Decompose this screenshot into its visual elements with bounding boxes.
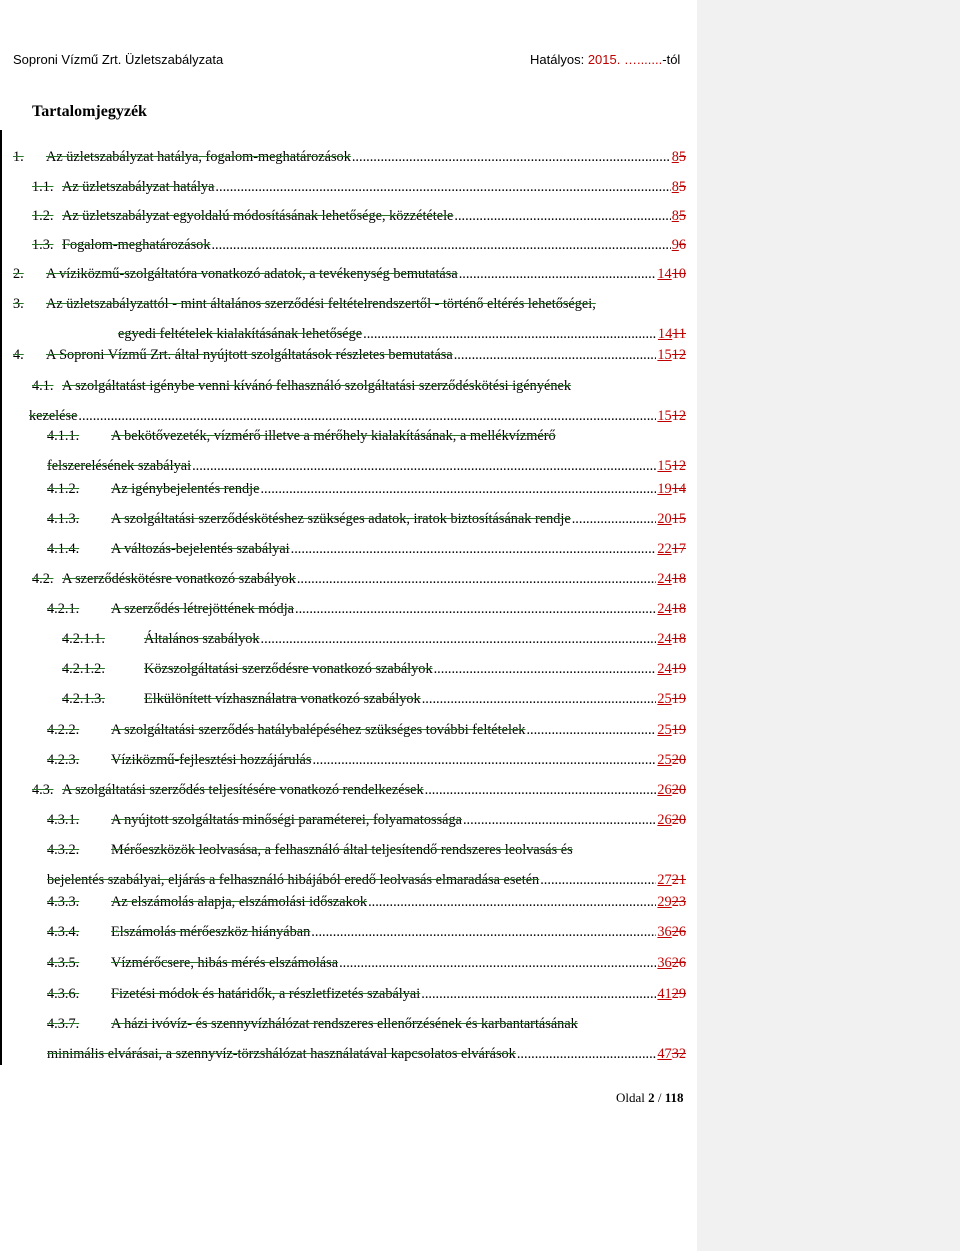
toc-dot-leader bbox=[422, 689, 657, 709]
toc-entry-number: 4.1.4. bbox=[47, 541, 80, 557]
toc-dot-leader bbox=[339, 953, 656, 973]
toc-entry-text: Az üzletszabályzat hatálya bbox=[62, 179, 215, 195]
toc-entry-text: A nyújtott szolgáltatás minőségi paraméterei, folyamatossága bbox=[111, 812, 462, 828]
toc-page-new: 15 bbox=[657, 408, 672, 424]
toc-entry[interactable] bbox=[47, 984, 686, 1004]
toc-dot-leader bbox=[459, 264, 657, 284]
toc-dot-leader bbox=[192, 456, 656, 476]
toc-page-old: 19 bbox=[671, 722, 686, 738]
toc-entry-text: Az üzletszabályzattól - mint általános szerződési feltételrendszertől - történő eltérés lehetőségei, bbox=[46, 296, 596, 312]
toc-page-new: 25 bbox=[657, 752, 672, 768]
toc-page-old: 18 bbox=[671, 631, 686, 647]
toc-entry[interactable] bbox=[47, 479, 686, 499]
toc-entry-number: 4.1.1. bbox=[47, 428, 80, 444]
toc-dot-leader bbox=[463, 810, 656, 830]
toc-page-number bbox=[657, 922, 686, 942]
toc-page-number bbox=[672, 206, 686, 226]
toc-entry[interactable] bbox=[32, 780, 686, 800]
toc-page-new: 15 bbox=[657, 347, 672, 363]
toc-page-number bbox=[657, 689, 686, 709]
effective-date-highlight: 2015. …....... bbox=[587, 52, 663, 67]
page-footer bbox=[616, 1090, 684, 1106]
change-bar bbox=[0, 130, 2, 1065]
toc-entry-text: Általános szabályok bbox=[144, 631, 260, 647]
toc-entry[interactable] bbox=[47, 720, 686, 740]
toc-entry-number: 4.3.7. bbox=[47, 1016, 80, 1032]
toc-page-old: 20 bbox=[671, 752, 686, 768]
toc-entry-text: A szerződés létrejöttének módja bbox=[111, 601, 295, 617]
toc-entry-number: 1.2. bbox=[32, 208, 54, 224]
toc-dot-leader bbox=[572, 509, 657, 529]
toc-entry[interactable] bbox=[32, 569, 686, 589]
toc-entry[interactable] bbox=[13, 294, 686, 344]
toc-page-old: 18 bbox=[671, 601, 686, 617]
toc-entry[interactable] bbox=[13, 345, 686, 365]
toc-page-number bbox=[657, 345, 686, 365]
footer-current-page: 2 bbox=[648, 1090, 655, 1105]
toc-entry-text: A szolgáltatási szerződés teljesítésére vonatkozó rendelkezések bbox=[62, 782, 424, 798]
footer-prefix: Oldal bbox=[616, 1090, 649, 1105]
toc-page-old: 18 bbox=[671, 571, 686, 587]
toc-page-new: 14 bbox=[657, 266, 672, 282]
toc-dot-leader bbox=[261, 629, 657, 649]
toc-page-old: 12 bbox=[671, 347, 686, 363]
toc-entry-text: Mérőeszközök leolvasása, a felhasználó által teljesítendő rendszeres leolvasás és bbox=[111, 842, 573, 858]
toc-entry-text: Víziközmű-fejlesztési hozzájárulás bbox=[111, 752, 312, 768]
toc-page-old: 26 bbox=[671, 924, 686, 940]
toc-page-number bbox=[672, 235, 686, 255]
toc-entry[interactable] bbox=[13, 147, 686, 167]
toc-page-number bbox=[657, 569, 686, 589]
toc-page-number bbox=[657, 479, 686, 499]
toc-entry-text: A szolgáltatási szerződéskötéshez szükséges adatok, iratok biztosításának rendje bbox=[111, 511, 571, 527]
toc-entry-number: 4.1. bbox=[32, 378, 54, 394]
toc-dot-leader bbox=[425, 780, 657, 800]
toc-dot-leader bbox=[78, 406, 656, 426]
toc-page-number bbox=[657, 264, 686, 284]
toc-entry-text: A bekötővezeték, vízmérő illetve a mérőhely kialakításának, a mellékvízmérő bbox=[111, 428, 556, 444]
toc-page-new: 8 bbox=[671, 208, 679, 224]
toc-entry-text-continued: minimális elvárásai, a szennyvíz-törzshálózat használatával kapcsolatos elvárások bbox=[47, 1046, 516, 1062]
toc-entry-text: Elszámolás mérőeszköz hiányában bbox=[111, 924, 311, 940]
toc-entry-text: Fogalom-meghatározások bbox=[62, 237, 211, 253]
toc-page-new: 29 bbox=[657, 894, 672, 910]
toc-page-old: 20 bbox=[671, 812, 686, 828]
toc-dot-leader bbox=[311, 922, 656, 942]
toc-entry[interactable] bbox=[47, 1014, 686, 1064]
toc-page-number bbox=[657, 892, 686, 912]
toc-title: Tartalomjegyzék bbox=[32, 103, 147, 120]
toc-entry[interactable] bbox=[62, 629, 686, 649]
toc-page-number bbox=[657, 750, 686, 770]
toc-entry-text: A változás-bejelentés szabályai bbox=[111, 541, 290, 557]
toc-page-number bbox=[657, 539, 686, 559]
toc-entry-number: 4.3.5. bbox=[47, 955, 80, 971]
toc-page-new: 15 bbox=[657, 458, 672, 474]
toc-entry-text-continued: egyedi feltételek kialakításának lehetősége bbox=[118, 326, 363, 342]
toc-entry-text-continued: felszerelésének szabályai bbox=[47, 458, 192, 474]
toc-entry-number: 2. bbox=[13, 266, 24, 282]
toc-page-new: 47 bbox=[657, 1046, 672, 1062]
toc-entry-number: 1. bbox=[13, 149, 24, 165]
toc-page-number bbox=[657, 810, 686, 830]
toc-dot-leader bbox=[540, 870, 656, 890]
toc-page-old: 29 bbox=[671, 986, 686, 1002]
toc-page-number bbox=[657, 870, 686, 890]
toc-page-new: 20 bbox=[657, 511, 672, 527]
toc-entry[interactable] bbox=[47, 509, 686, 529]
toc-page-number bbox=[672, 147, 686, 167]
toc-page-old: 5 bbox=[678, 208, 686, 224]
toc-entry-text: Fizetési módok és határidők, a részletfizetés szabályai bbox=[111, 986, 421, 1002]
toc-entry-number: 4. bbox=[13, 347, 24, 363]
toc-entry-text: Az üzletszabályzat egyoldalú módosításának lehetősége, közzététele bbox=[62, 208, 454, 224]
toc-page-new: 24 bbox=[657, 631, 672, 647]
toc-page-number bbox=[657, 659, 686, 679]
toc-entry-number: 4.2. bbox=[32, 571, 54, 587]
toc-page-number bbox=[657, 629, 686, 649]
toc-page-number bbox=[657, 953, 686, 973]
toc-entry-text: A szolgáltatást igénybe venni kívánó felhasználó szolgáltatási szerződéskötési igényének bbox=[62, 378, 571, 394]
toc-entry-number: 4.2.1. bbox=[47, 601, 80, 617]
toc-page-old: 6 bbox=[678, 237, 686, 253]
toc-page-old: 5 bbox=[678, 179, 686, 195]
effective-suffix: -tól bbox=[662, 52, 681, 67]
toc-entry[interactable] bbox=[47, 892, 686, 912]
toc-dot-leader bbox=[291, 539, 657, 559]
toc-page-old: 23 bbox=[671, 894, 686, 910]
toc-entry-number: 4.3. bbox=[32, 782, 54, 798]
toc-page-number bbox=[658, 324, 686, 344]
toc-page-old: 11 bbox=[672, 326, 686, 342]
toc-entry[interactable] bbox=[32, 206, 686, 226]
toc-entry[interactable] bbox=[29, 376, 686, 426]
toc-entry-number: 4.3.2. bbox=[47, 842, 80, 858]
toc-entry-text-continued: bejelentés szabályai, eljárás a felhasználó hibájából eredő leolvasás elmaradása esetén bbox=[47, 872, 540, 888]
toc-entry-number: 4.2.1.1. bbox=[62, 631, 105, 647]
toc-page-new: 26 bbox=[657, 812, 672, 828]
toc-entry[interactable] bbox=[47, 539, 686, 559]
toc-entry-number: 4.2.3. bbox=[47, 752, 80, 768]
toc-entry[interactable] bbox=[13, 264, 686, 284]
toc-dot-leader bbox=[352, 147, 671, 167]
header-effective-date bbox=[530, 52, 680, 67]
toc-page-new: 36 bbox=[657, 924, 672, 940]
toc-page-old: 21 bbox=[671, 872, 686, 888]
toc-dot-leader bbox=[211, 235, 670, 255]
toc-entry-number: 4.3.6. bbox=[47, 986, 80, 1002]
toc-page-old: 17 bbox=[671, 541, 686, 557]
toc-page-number bbox=[657, 456, 686, 476]
toc-page-new: 26 bbox=[657, 782, 672, 798]
toc-page-new: 19 bbox=[657, 481, 672, 497]
footer-sep: / bbox=[654, 1090, 665, 1105]
toc-page-new: 25 bbox=[657, 722, 672, 738]
toc-dot-leader bbox=[434, 659, 657, 679]
toc-page-number bbox=[657, 406, 686, 426]
toc-entry-number: 4.2.2. bbox=[47, 722, 80, 738]
toc-page-new: 14 bbox=[657, 326, 673, 342]
toc-page-old: 12 bbox=[671, 458, 686, 474]
toc-dot-leader bbox=[526, 720, 656, 740]
toc-page-old: 32 bbox=[671, 1046, 686, 1062]
toc-entry-number: 1.3. bbox=[32, 237, 54, 253]
toc-dot-leader bbox=[297, 569, 657, 589]
toc-entry-text: Az üzletszabályzat hatálya, fogalom-meghatározások bbox=[46, 149, 351, 165]
toc-page-number bbox=[657, 1044, 686, 1064]
toc-page-number bbox=[657, 780, 686, 800]
toc-page-new: 9 bbox=[671, 237, 679, 253]
toc-entry-number: 4.3.1. bbox=[47, 812, 80, 828]
toc-entry-text: Az elszámolás alapja, elszámolási időszakok bbox=[111, 894, 368, 910]
toc-entry-text: Közszolgáltatási szerződésre vonatkozó szabályok bbox=[144, 661, 433, 677]
toc-entry-text: A víziközmű-szolgáltatóra vonatkozó adatok, a tevékenység bemutatása bbox=[46, 266, 458, 282]
toc-entry-text: Elkülönített vízhasználatra vonatkozó szabályok bbox=[144, 691, 421, 707]
toc-page-number bbox=[657, 509, 686, 529]
toc-page-old: 14 bbox=[671, 481, 686, 497]
toc-page-old: 19 bbox=[671, 661, 686, 677]
toc-page-number bbox=[672, 177, 686, 197]
toc-entry[interactable] bbox=[47, 840, 686, 890]
toc-page-new: 27 bbox=[657, 872, 672, 888]
toc-entry[interactable] bbox=[47, 750, 686, 770]
toc-dot-leader bbox=[295, 599, 656, 619]
toc-page-new: 36 bbox=[657, 955, 672, 971]
toc-page-new: 8 bbox=[671, 149, 679, 165]
toc-entry-text: Vízmérőcsere, hibás mérés elszámolása bbox=[111, 955, 339, 971]
toc-entry-text: A házi ivóvíz- és szennyvízhálózat rendszeres ellenőrzésének és karbantartásának bbox=[111, 1016, 578, 1032]
toc-entry-text: Az igénybejelentés rendje bbox=[111, 481, 260, 497]
toc-entry-number: 4.1.3. bbox=[47, 511, 80, 527]
toc-dot-leader bbox=[312, 750, 656, 770]
toc-entry[interactable] bbox=[32, 177, 686, 197]
toc-entry-number: 4.2.1.2. bbox=[62, 661, 105, 677]
toc-page-number bbox=[657, 720, 686, 740]
toc-entry-number: 4.1.2. bbox=[47, 481, 80, 497]
toc-dot-leader bbox=[517, 1044, 657, 1064]
footer-total-pages: 118 bbox=[664, 1090, 684, 1105]
toc-page-old: 5 bbox=[678, 149, 686, 165]
toc-page-number bbox=[657, 599, 686, 619]
toc-page-old: 20 bbox=[671, 782, 686, 798]
toc-entry[interactable] bbox=[62, 689, 686, 709]
toc-page-number bbox=[657, 984, 686, 1004]
toc-entry-text: A szolgáltatási szerződés hatálybalépéséhez szükséges további feltételek bbox=[111, 722, 526, 738]
toc-page-new: 41 bbox=[657, 986, 672, 1002]
toc-entry-text-continued: kezelése bbox=[29, 408, 78, 424]
toc-page-new: 25 bbox=[657, 691, 672, 707]
toc-dot-leader bbox=[421, 984, 656, 1004]
toc-entry-number: 3. bbox=[13, 296, 24, 312]
toc-entry[interactable] bbox=[32, 235, 686, 255]
toc-page-old: 10 bbox=[671, 266, 686, 282]
toc-page-old: 19 bbox=[671, 691, 686, 707]
toc-entry[interactable] bbox=[47, 599, 686, 619]
toc-dot-leader bbox=[363, 324, 657, 344]
toc-entry-number: 4.3.4. bbox=[47, 924, 80, 940]
toc-entry[interactable] bbox=[62, 659, 686, 679]
toc-page-new: 24 bbox=[657, 571, 672, 587]
toc-dot-leader bbox=[260, 479, 656, 499]
header-company-title: Soproni Vízmű Zrt. Üzletszabályzata bbox=[13, 52, 224, 67]
toc-page-new: 24 bbox=[657, 661, 672, 677]
toc-page-new: 22 bbox=[657, 541, 672, 557]
toc-entry-text: A szerződéskötésre vonatkozó szabályok bbox=[62, 571, 296, 587]
toc-page-new: 24 bbox=[657, 601, 672, 617]
toc-entry-number: 4.3.3. bbox=[47, 894, 80, 910]
toc-page-old: 15 bbox=[671, 511, 686, 527]
toc-dot-leader bbox=[454, 206, 670, 226]
toc-dot-leader bbox=[368, 892, 656, 912]
effective-prefix: Hatályos: bbox=[530, 52, 588, 67]
toc-page-old: 12 bbox=[671, 408, 686, 424]
toc-dot-leader bbox=[454, 345, 657, 365]
toc-page-old: 26 bbox=[671, 955, 686, 971]
toc-dot-leader bbox=[215, 177, 670, 197]
toc-page-new: 8 bbox=[671, 179, 679, 195]
toc-entry[interactable] bbox=[47, 922, 686, 942]
toc-entry[interactable] bbox=[47, 426, 686, 476]
toc-entry[interactable] bbox=[47, 953, 686, 973]
margin-area bbox=[697, 0, 960, 1251]
toc-entry-number: 1.1. bbox=[32, 179, 54, 195]
toc-entry[interactable] bbox=[47, 810, 686, 830]
toc-entry-text: A Soproni Vízmű Zrt. által nyújtott szolgáltatások részletes bemutatása bbox=[46, 347, 453, 363]
toc-entry-number: 4.2.1.3. bbox=[62, 691, 105, 707]
